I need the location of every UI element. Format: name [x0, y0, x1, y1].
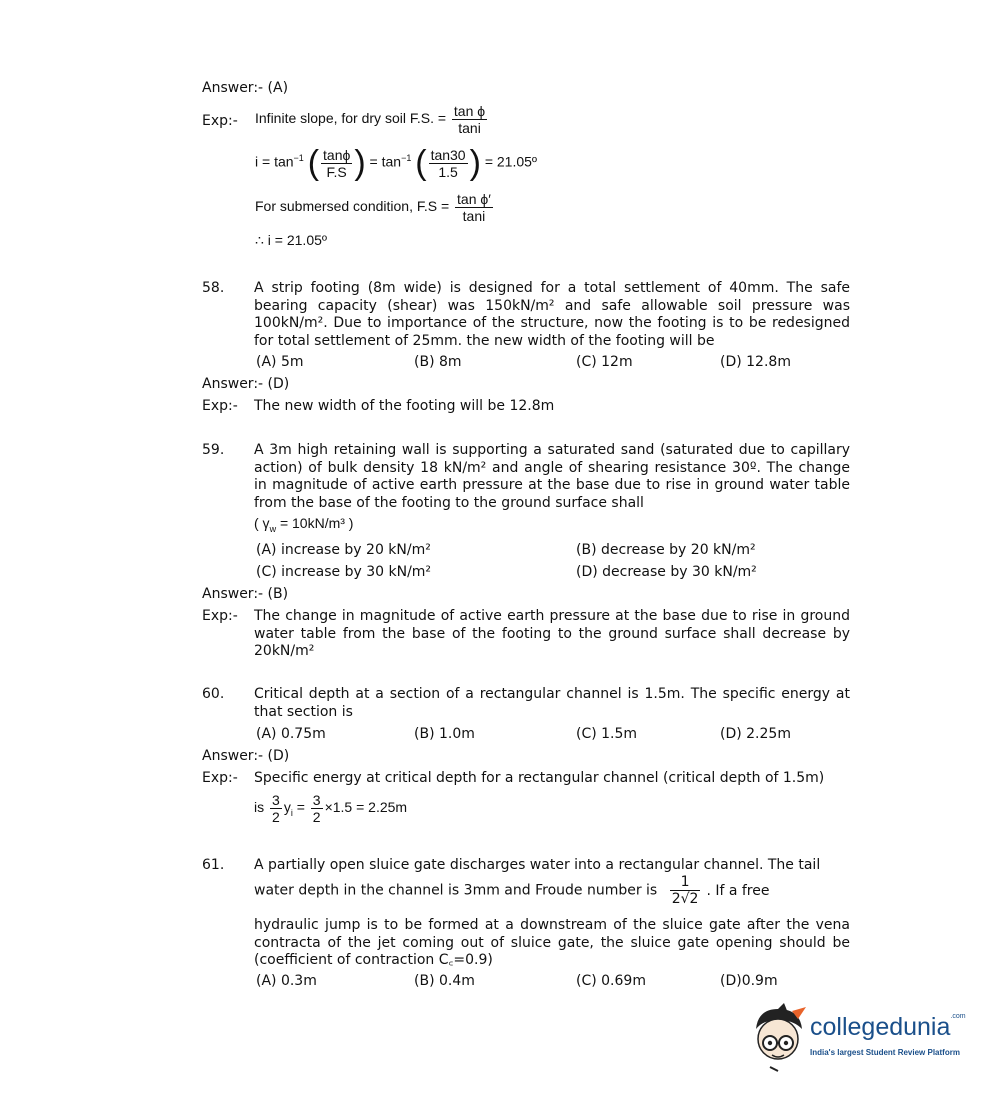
q57-fraction-1: $\frac{\text{tan ϕ}}{\tan i}$	[453, 103, 486, 136]
q59-exp-label: Exp:-	[202, 608, 238, 624]
q60-answer: Answer:- (D)	[202, 748, 290, 764]
q61-option-b: (B) 0.4m	[414, 973, 475, 989]
q60-text: Critical depth at a section of a rectangular channel is 1.5m. The specific energy at that section is	[254, 686, 850, 720]
q58-option-d: (D) 12.8m	[720, 354, 791, 370]
q58-exp-text: The new width of the footing will be 12.8m	[254, 398, 555, 414]
q57-submersed-line: For submersed condition, F.S = $\frac{\text{tan ϕ′}}{\tan i}$	[255, 191, 491, 224]
q59-number: 59.	[202, 442, 225, 458]
collegedunia-logo[interactable]	[748, 1003, 988, 1078]
q57-exp-line1	[255, 103, 489, 136]
q57-eq2-fraction-2: $\frac{\tan 30}{1.5}$	[430, 146, 466, 180]
q61-line2: water depth in the channel is 3mm and Froude number is $\frac{1}{2√2}$ . If a free	[254, 874, 770, 907]
q61-option-d: (D)0.9m	[720, 973, 778, 989]
q61-option-a: (A) 0.3m	[256, 973, 317, 989]
q59-option-c: (C) increase by 30 kN/m²	[256, 564, 432, 580]
q57-answer: Answer:- (A)	[202, 80, 289, 96]
q60-exp-text: Specific energy at critical depth for a rectangular channel (critical depth of 1.5m)	[254, 770, 825, 786]
q58-option-a: (A) 5m	[256, 354, 304, 370]
q57-exp-text: Infinite slope, for dry soil F.S. =	[255, 110, 447, 127]
q60-option-b: (B) 1.0m	[414, 726, 475, 742]
q58-option-b: (B) 8m	[414, 354, 462, 370]
q60-number: 60.	[202, 686, 225, 702]
q61-option-c: (C) 0.69m	[576, 973, 646, 989]
q59-text: A 3m high retaining wall is supporting a saturated sand (saturated due to capillary action) of bulk density 18 kN/m² and angle of shearing resistance 30º. The change in magnitude of active earth pressure at the base due to rise in ground water table from the base of the footing to the ground surface shall	[254, 442, 850, 511]
q57-fraction-3: $\frac{\text{tan ϕ′}}{\tan i}$	[457, 191, 491, 224]
q59-option-d: (D) decrease by 30 kN/m²	[576, 564, 757, 580]
q61-text-rest: hydraulic jump is to be formed at a downstream of the sluice gate after the vena contracta of the jet coming out of sluice gate, the sluice gate opening should be (coefficient of contraction C꜀=0.9)	[254, 917, 850, 968]
q61-froude-fraction: $\frac{1}{2√2}$	[671, 874, 699, 907]
logo-wordmark: collegedunia$^{.com}$	[810, 1013, 966, 1041]
q59-answer: Answer:- (B)	[202, 586, 289, 602]
q60-exp-label: Exp:-	[202, 770, 238, 786]
q58-number: 58.	[202, 280, 225, 296]
logo-tagline: India's largest Student Review Platform	[810, 1048, 960, 1057]
q57-exp-label: Exp:-	[202, 113, 238, 129]
q58-option-c: (C) 12m	[576, 354, 633, 370]
q58-text: A strip footing (8m wide) is designed for a total settlement of 40mm. The safe bearing capacity (shear) was 150kN/m² and safe allowable soil pressure was 100kN/m². Due to importance of the structure, now the footing is to be redesigned for total settlement of 25mm. the new width of the footing will be	[254, 280, 850, 349]
q58-answer: Answer:- (D)	[202, 376, 290, 392]
q60-fraction-2: $\frac{3}{2}$	[312, 792, 321, 825]
q60-fraction-1: $\frac{3}{2}$	[272, 792, 280, 825]
q60-option-c: (C) 1.5m	[576, 726, 638, 742]
q59-option-a: (A) increase by 20 kN/m²	[256, 542, 431, 558]
q60-option-d: (D) 2.25m	[720, 726, 791, 742]
q60-option-a: (A) 0.75m	[256, 726, 326, 742]
q57-therefore: ∴ i = 21.05º	[255, 232, 328, 248]
q57-eq2-fraction-1: $\frac{\tan\phi}{F.S}$	[323, 146, 351, 180]
q59-gamma-line: ( $\gamma_w = 10kN/m^3$ )	[254, 515, 354, 534]
q61-line1: A partially open sluice gate discharges water into a rectangular channel. The tail	[254, 857, 821, 873]
mascot-icon	[748, 1003, 810, 1073]
q58-exp-label: Exp:-	[202, 398, 238, 414]
q61-number: 61.	[202, 857, 225, 873]
q60-equation: is $\frac{3}{2}$ $y_i$ = $\frac{3}{2}$ ×1.5 = 2.25m	[254, 792, 408, 825]
q57-equation-2: $i = \tan^{-1}$ ( $\frac{\tan\phi}{F.S}$ ) = $\tan^{-1}$ ( $\frac{\tan 30}{1.5}$ ) = 21.05º	[255, 144, 538, 182]
q59-exp-text: The change in magnitude of active earth pressure at the base due to rise in ground water table from the base of the footing to the ground surface shall decrease by 20kN/m²	[254, 608, 850, 659]
q59-option-b: (B) decrease by 20 kN/m²	[576, 542, 756, 558]
